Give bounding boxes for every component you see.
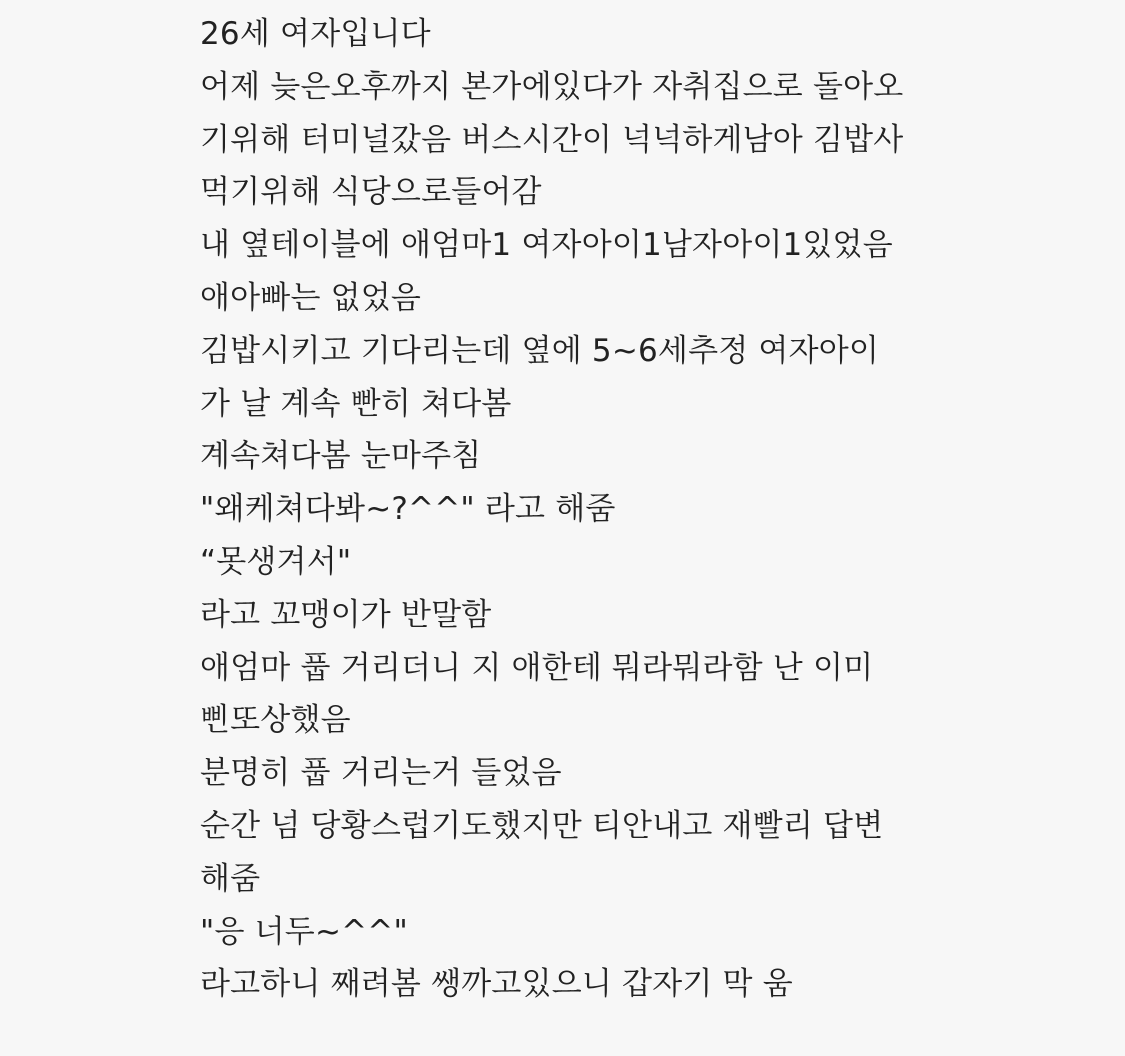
text-line: 김밥시키고 기다리는데 옆에 5~6세추정 여자아이 xyxy=(200,332,880,369)
text-line: "왜케쳐다봐~?^^" 라고 해줌 xyxy=(200,491,616,528)
text-line: 기위해 터미널갔음 버스시간이 넉넉하게남아 김밥사 xyxy=(200,121,904,158)
text-line: 라고하니 째려봄 쌩까고있으니 갑자기 막 움 xyxy=(200,966,793,1003)
text-line: "응 너두~^^" xyxy=(200,913,408,950)
post-body xyxy=(200,12,1100,1015)
text-line: 어제 늦은오후까지 본가에있다가 자취집으로 돌아오 xyxy=(200,68,904,105)
text-line: 라고 꼬맹이가 반말함 xyxy=(200,596,492,633)
text-line: 애엄마 풉 거리더니 지 애한테 뭐라뭐라함 난 이미 xyxy=(200,649,874,686)
text-line: 애아빠는 없었음 xyxy=(200,279,422,316)
text-line: 26세 여자입니다 xyxy=(200,16,431,52)
text-line: “못생겨서" xyxy=(200,543,352,580)
text-line: 가 날 계속 빤히 쳐다봄 xyxy=(200,385,512,422)
text-line: 계속쳐다봄 눈마주침 xyxy=(200,438,482,475)
text-line: 먹기위해 식당으로들어감 xyxy=(200,174,542,211)
text-line: 내 옆테이블에 애엄마1 여자아이1남자아이1있었음 xyxy=(200,227,893,264)
text-line: 순간 넘 당황스럽기도했지만 티안내고 재빨리 답변 xyxy=(200,807,884,844)
text-line: 삔또상했음 xyxy=(200,702,351,739)
text-line: 해줌 xyxy=(200,860,261,897)
text-line: 분명히 풉 거리는거 들었음 xyxy=(200,755,562,792)
